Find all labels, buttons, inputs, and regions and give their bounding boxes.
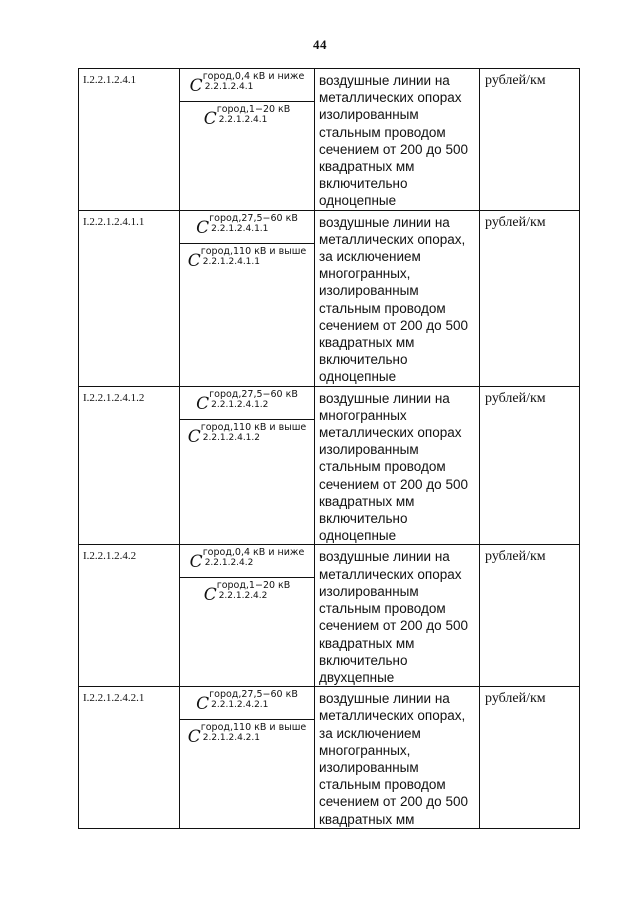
rate-symbol-superscript: город,27,5−60 кВ: [209, 689, 298, 701]
rate-symbol-subscript: 2.2.1.2.4.1.1: [211, 223, 269, 234]
rate-symbol-superscript: город,1−20 кВ: [216, 580, 291, 592]
rate-symbols: [180, 386, 315, 545]
rate-symbol: [180, 102, 314, 134]
rate-symbol-subscript: 2.2.1.2.4.1: [218, 115, 268, 125]
page-number: 44: [313, 37, 327, 52]
rate-symbol-letter: C: [187, 426, 201, 447]
rate-symbol-letter: C: [196, 694, 210, 715]
rate-symbol-superscript: город,27,5−60 кВ: [209, 388, 298, 400]
rate-symbol-letter: C: [187, 727, 201, 748]
rate-symbol-superscript: город,1−20 кВ: [216, 104, 291, 115]
rate-symbol: [180, 545, 314, 578]
row-code: I.2.2.1.2.4.1.2: [79, 386, 180, 545]
rate-symbols: [180, 687, 315, 829]
rate-symbols: [180, 69, 315, 211]
row-code: I.2.2.1.2.4.1: [79, 69, 180, 211]
row-description: воздушные линии на металлических опорах изолированным стальным проводом сечением от 200 до 500 квадратных мм включительно одноцепные: [315, 69, 480, 211]
rate-symbol-subscript: 2.2.1.2.4.2: [204, 558, 254, 569]
row-code: I.2.2.1.2.4.1.1: [79, 210, 180, 386]
table-row: [79, 545, 580, 687]
rate-symbol-subscript: 2.2.1.2.4.2.1: [202, 733, 260, 744]
rate-symbol-letter: C: [189, 76, 203, 96]
rate-symbol-letter: C: [196, 217, 210, 238]
table-row: [79, 386, 580, 545]
rate-symbol: [180, 69, 314, 102]
rate-symbol-letter: C: [203, 109, 217, 129]
rate-symbol: [180, 420, 314, 452]
rate-symbol-letter: C: [189, 552, 203, 573]
tariff-table: [78, 68, 580, 829]
rate-symbol-superscript: город,110 кВ и выше: [200, 245, 307, 257]
rate-symbol: [180, 387, 314, 420]
row-description: воздушные линии на металлических опорах, за исключением многогранных, изолированным стальным проводом сечением от 200 до 500 квадратных мм включительно одноцепные: [315, 210, 480, 386]
row-unit: рублей/км: [480, 210, 580, 386]
rate-symbols: [180, 545, 315, 687]
rate-symbol-superscript: город,27,5−60 кВ: [209, 212, 298, 224]
row-code: I.2.2.1.2.4.2.1: [79, 687, 180, 829]
row-unit: рублей/км: [480, 545, 580, 687]
table-body: [79, 69, 580, 829]
rate-symbol-superscript: город,0,4 кВ и ниже: [202, 547, 305, 559]
rate-symbol-letter: C: [187, 250, 201, 271]
table-row: [79, 69, 580, 211]
table-row: [79, 687, 580, 829]
rate-symbol-superscript: город,110 кВ и выше: [200, 421, 307, 433]
row-unit: рублей/км: [480, 687, 580, 829]
row-description: воздушные линии на металлических опорах изолированным стальным проводом сечением от 200 до 500 квадратных мм включительно двухцепные: [315, 545, 480, 687]
rate-symbol-subscript: 2.2.1.2.4.1.1: [202, 256, 260, 267]
row-description: воздушные линии на металлических опорах, за исключением многогранных, изолированным стальным проводом сечением от 200 до 500 квадратных мм: [315, 687, 480, 829]
row-code: I.2.2.1.2.4.2: [79, 545, 180, 687]
rate-symbol-superscript: город,110 кВ и выше: [200, 722, 307, 734]
row-unit: рублей/км: [480, 386, 580, 545]
row-description: воздушные линии на многогранных металлических опорах изолированным стальным проводом сечением от 200 до 500 квадратных мм включительно одноцепные: [315, 386, 480, 545]
rate-symbol: [180, 720, 314, 752]
rate-symbol-subscript: 2.2.1.2.4.2: [218, 591, 268, 602]
rate-symbol-subscript: 2.2.1.2.4.1: [204, 82, 254, 92]
rate-symbol-subscript: 2.2.1.2.4.1.2: [211, 399, 269, 410]
rate-symbols: [180, 210, 315, 386]
rate-symbol-subscript: 2.2.1.2.4.1.2: [202, 432, 260, 443]
table-row: [79, 210, 580, 386]
rate-symbol: [180, 578, 314, 610]
rate-symbol: [180, 211, 314, 244]
rate-symbol-letter: C: [203, 585, 217, 606]
row-unit: рублей/км: [480, 69, 580, 211]
rate-symbol: [180, 687, 314, 720]
rate-symbol-superscript: город,0,4 кВ и ниже: [202, 71, 305, 82]
rate-symbol-subscript: 2.2.1.2.4.2.1: [211, 700, 269, 711]
rate-symbol-letter: C: [196, 393, 210, 414]
rate-symbol: [180, 244, 314, 276]
